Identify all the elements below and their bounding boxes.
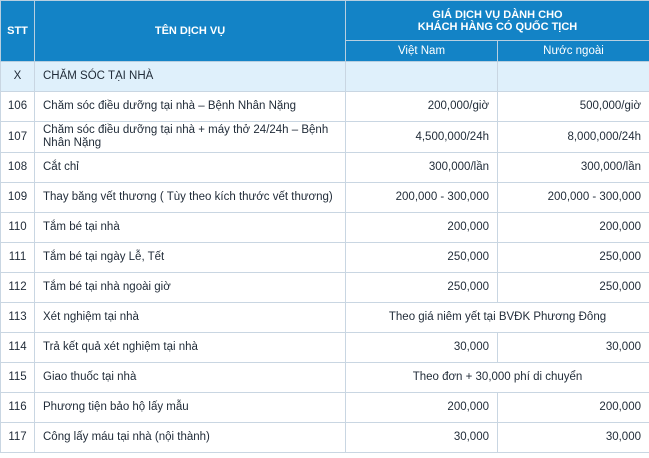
row-service: Giao thuốc tại nhà (35, 363, 346, 393)
row-price-foreign: 200,000 - 300,000 (498, 183, 649, 213)
table-body (1, 62, 649, 453)
header-price-group-line2: KHÁCH HÀNG CÓ QUỐC TỊCH (417, 20, 578, 33)
row-stt: 111 (1, 243, 35, 273)
row-price-foreign: 250,000 (498, 243, 649, 273)
section-title: CHĂM SÓC TẠI NHÀ (35, 62, 346, 92)
row-price-merged: Theo giá niêm yết tại BVĐK Phương Đông (346, 303, 649, 333)
row-stt: 116 (1, 393, 35, 423)
row-stt: 110 (1, 213, 35, 243)
row-service: Tắm bé tại ngày Lễ, Tết (35, 243, 346, 273)
row-price-foreign: 200,000 (498, 393, 649, 423)
row-price-vietnam: 30,000 (346, 333, 498, 363)
row-price-foreign: 8,000,000/24h (498, 122, 649, 153)
section-stt: X (1, 62, 35, 92)
section-empty-cell (346, 62, 498, 92)
row-price-vietnam: 200,000 (346, 213, 498, 243)
header-price-group (346, 1, 649, 41)
header-stt: STT (1, 1, 35, 62)
row-service: Tắm bé tại nhà (35, 213, 346, 243)
row-stt: 113 (1, 303, 35, 333)
row-service: Tắm bé tại nhà ngoài giờ (35, 273, 346, 303)
table-row (1, 303, 649, 333)
row-price-vietnam: 300,000/lần (346, 153, 498, 183)
section-row (1, 62, 649, 92)
row-price-merged: Theo đơn + 30,000 phí di chuyển (346, 363, 649, 393)
row-stt: 106 (1, 92, 35, 122)
row-stt: 117 (1, 423, 35, 453)
row-service: Chăm sóc điều dưỡng tại nhà + máy thở 24/24h – Bệnh Nhân Nặng (35, 122, 346, 153)
row-price-vietnam: 250,000 (346, 273, 498, 303)
table-row (1, 92, 649, 122)
header-price-group-line1: GIÁ DỊCH VỤ DÀNH CHO (432, 8, 563, 21)
row-service: Trả kết quả xét nghiệm tại nhà (35, 333, 346, 363)
row-stt: 114 (1, 333, 35, 363)
row-price-vietnam: 250,000 (346, 243, 498, 273)
header-vietnam: Việt Nam (346, 41, 498, 62)
row-price-foreign: 30,000 (498, 423, 649, 453)
table-row (1, 153, 649, 183)
row-service: Phương tiện bảo hộ lấy mẫu (35, 393, 346, 423)
row-price-foreign: 500,000/giờ (498, 92, 649, 122)
row-price-foreign: 200,000 (498, 213, 649, 243)
row-stt: 108 (1, 153, 35, 183)
row-service: Công lấy máu tại nhà (nội thành) (35, 423, 346, 453)
row-price-vietnam: 200,000 - 300,000 (346, 183, 498, 213)
table-row (1, 273, 649, 303)
row-stt: 109 (1, 183, 35, 213)
row-price-vietnam: 30,000 (346, 423, 498, 453)
row-stt: 115 (1, 363, 35, 393)
row-price-foreign: 250,000 (498, 273, 649, 303)
row-stt: 107 (1, 122, 35, 153)
table-row (1, 363, 649, 393)
table-row (1, 122, 649, 153)
row-service: Cắt chỉ (35, 153, 346, 183)
row-service: Chăm sóc điều dưỡng tại nhà – Bệnh Nhân Nặng (35, 92, 346, 122)
row-service: Thay băng vết thương ( Tùy theo kích thước vết thương) (35, 183, 346, 213)
row-price-vietnam: 200,000 (346, 393, 498, 423)
row-stt: 112 (1, 273, 35, 303)
row-service: Xét nghiệm tại nhà (35, 303, 346, 333)
row-price-vietnam: 200,000/giờ (346, 92, 498, 122)
row-price-foreign: 30,000 (498, 333, 649, 363)
table-row (1, 243, 649, 273)
table-row (1, 423, 649, 453)
table-row (1, 333, 649, 363)
header-service-name: TÊN DỊCH VỤ (35, 1, 346, 62)
table-row (1, 393, 649, 423)
header-foreign: Nước ngoài (498, 41, 649, 62)
table-row (1, 183, 649, 213)
row-price-vietnam: 4,500,000/24h (346, 122, 498, 153)
table-row (1, 213, 649, 243)
table-header (1, 1, 649, 62)
row-price-foreign: 300,000/lần (498, 153, 649, 183)
section-empty-cell (498, 62, 649, 92)
